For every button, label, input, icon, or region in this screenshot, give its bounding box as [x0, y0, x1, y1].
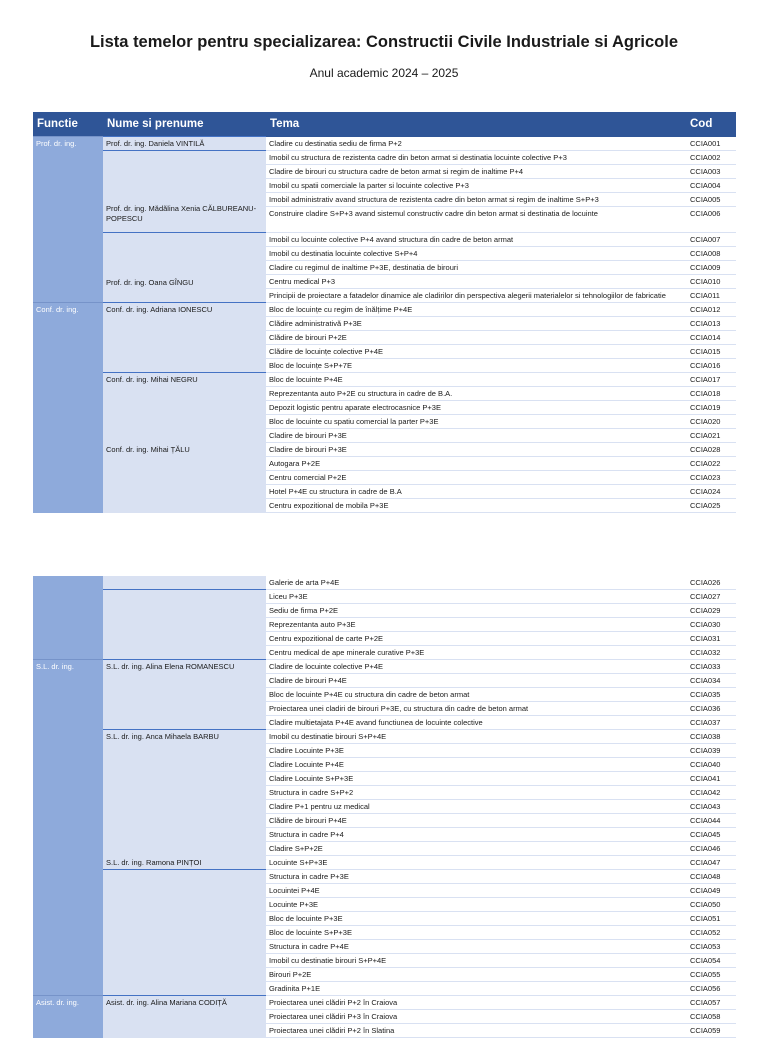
- tema-cell: Birouri P+2E: [266, 968, 686, 982]
- cod-cell: CCIA006: [686, 207, 736, 233]
- professor-name: S.L. dr. ing. Alina Elena ROMANESCU: [103, 660, 266, 730]
- table-row: [33, 576, 736, 590]
- tema-cell: Structura in cadre P+4: [266, 828, 686, 842]
- tema-cell: Depozit logistic pentru aparate electrocasnice P+3E: [266, 401, 686, 415]
- topics-table-part-2: [33, 576, 736, 1038]
- tema-cell: Principii de proiectare a fatadelor dinamice ale cladirilor din perspectiva alegerii materialelor si tehnologiilor de fabricatie: [266, 289, 686, 303]
- cod-cell: CCIA051: [686, 912, 736, 926]
- title-specialization: Constructii Civile Industriale si Agricole: [365, 33, 679, 51]
- tema-cell: Structura in cadre S+P+2: [266, 786, 686, 800]
- tema-cell: Reprezentanta auto P+3E: [266, 618, 686, 632]
- table-row: [33, 233, 736, 247]
- tema-cell: Imobil cu destinatia locuinte colective S+P+4: [266, 247, 686, 261]
- cod-cell: CCIA027: [686, 590, 736, 604]
- functie-cell: Prof. dr. ing.: [33, 137, 103, 303]
- cod-cell: CCIA052: [686, 926, 736, 940]
- cod-cell: CCIA014: [686, 331, 736, 345]
- cod-cell: CCIA011: [686, 289, 736, 303]
- tema-cell: Gradinita P+1E: [266, 982, 686, 996]
- tema-cell: Imobil cu spatii comerciale la parter si locuinte colective P+3: [266, 179, 686, 193]
- cod-cell: CCIA023: [686, 471, 736, 485]
- academic-year: Anul academic 2024 – 2025: [309, 66, 459, 80]
- professor-name: Prof. dr. ing. Mădălina Xenia CĂLBUREANU-POPESCU: [103, 151, 266, 233]
- cod-cell: CCIA019: [686, 401, 736, 415]
- tema-cell: Proiectarea unei cladiri de birouri P+3E, cu structura din cadre de beton armat: [266, 702, 686, 716]
- cod-cell: CCIA029: [686, 604, 736, 618]
- cod-cell: CCIA041: [686, 772, 736, 786]
- cod-cell: CCIA048: [686, 870, 736, 884]
- cod-cell: CCIA022: [686, 457, 736, 471]
- functie-cell: Conf. dr. ing.: [33, 303, 103, 513]
- cod-cell: CCIA018: [686, 387, 736, 401]
- professor-name-continued: [103, 576, 266, 590]
- column-header-nume: Nume si prenume: [103, 112, 266, 137]
- cod-cell: CCIA004: [686, 179, 736, 193]
- table-row: [33, 137, 736, 151]
- professor-name-continued: [103, 870, 266, 996]
- tema-cell: Liceu P+3E: [266, 590, 686, 604]
- cod-cell: CCIA044: [686, 814, 736, 828]
- professor-name: S.L. dr. ing. Anca Mihaela BARBU: [103, 730, 266, 856]
- tema-cell: Clădire de birouri P+2E: [266, 331, 686, 345]
- tema-cell: Bloc de locuinte cu spatiu comercial la parter P+3E: [266, 415, 686, 429]
- cod-cell: CCIA024: [686, 485, 736, 499]
- tema-cell: Clădire administrativă P+3E: [266, 317, 686, 331]
- tema-cell: Proiectarea unei clădiri P+2 în Slatina: [266, 1024, 686, 1038]
- tema-cell: Cladire de locuinte colective P+4E: [266, 660, 686, 674]
- tema-cell: Bloc de locuinte P+3E: [266, 912, 686, 926]
- cod-cell: CCIA047: [686, 856, 736, 870]
- professor-name: S.L. dr. ing. Ramona PINȚOI: [103, 856, 266, 870]
- cod-cell: CCIA017: [686, 373, 736, 387]
- professor-name: Prof. dr. ing. Oana GÎNGU: [103, 233, 266, 303]
- cod-cell: CCIA053: [686, 940, 736, 954]
- tema-cell: Structura in cadre P+4E: [266, 940, 686, 954]
- tema-cell: Sediu de firma P+2E: [266, 604, 686, 618]
- cod-cell: CCIA057: [686, 996, 736, 1010]
- tema-cell: Cladire S+P+2E: [266, 842, 686, 856]
- tema-cell: Locuintei P+4E: [266, 884, 686, 898]
- cod-cell: CCIA002: [686, 151, 736, 165]
- tema-cell: Bloc de locuinte S+P+3E: [266, 926, 686, 940]
- cod-cell: CCIA007: [686, 233, 736, 247]
- tema-cell: Cladire de birouri P+4E: [266, 674, 686, 688]
- tema-cell: Bloc de locuințe S+P+7E: [266, 359, 686, 373]
- tema-cell: Centru expozitional de carte P+2E: [266, 632, 686, 646]
- cod-cell: CCIA009: [686, 261, 736, 275]
- tema-cell: Cladire Locuinte S+P+3E: [266, 772, 686, 786]
- tema-cell: Bloc de locuinte P+4E cu structura din cadre de beton armat: [266, 688, 686, 702]
- tema-cell: Imobil cu locuinte colective P+4 avand structura din cadre de beton armat: [266, 233, 686, 247]
- professor-name-continued: [103, 590, 266, 660]
- professor-name: Asist. dr. ing. Alina Mariana CODIȚĂ: [103, 996, 266, 1038]
- table-row: [33, 730, 736, 744]
- cod-cell: CCIA056: [686, 982, 736, 996]
- cod-cell: CCIA040: [686, 758, 736, 772]
- cod-cell: CCIA045: [686, 828, 736, 842]
- cod-cell: CCIA058: [686, 1010, 736, 1024]
- tema-cell: Imobil cu destinatie birouri S+P+4E: [266, 730, 686, 744]
- tema-cell: Proiectarea unei clădiri P+3 în Craiova: [266, 1010, 686, 1024]
- tema-cell: Galerie de arta P+4E: [266, 576, 686, 590]
- cod-cell: CCIA020: [686, 415, 736, 429]
- cod-cell: CCIA035: [686, 688, 736, 702]
- cod-cell: CCIA030: [686, 618, 736, 632]
- cod-cell: CCIA026: [686, 576, 736, 590]
- topics-table-part-1: [33, 112, 736, 513]
- tema-cell: Clădire de locuințe colective P+4E: [266, 345, 686, 359]
- tema-cell: Locuinte P+3E: [266, 898, 686, 912]
- column-header-cod: Cod: [686, 112, 736, 137]
- cod-cell: CCIA031: [686, 632, 736, 646]
- cod-cell: CCIA016: [686, 359, 736, 373]
- cod-cell: CCIA010: [686, 275, 736, 289]
- cod-cell: CCIA054: [686, 954, 736, 968]
- table-row: [33, 443, 736, 457]
- tema-cell: Imobil cu destinatie birouri S+P+4E: [266, 954, 686, 968]
- tema-cell: Cladire de birouri cu structura cadre de beton armat si regim de inaltime P+4: [266, 165, 686, 179]
- tema-cell: Centru comercial P+2E: [266, 471, 686, 485]
- title-prefix: Lista temelor pentru specializarea:: [89, 33, 366, 51]
- table-row: [33, 590, 736, 604]
- tema-cell: Autogara P+2E: [266, 457, 686, 471]
- tema-cell: Imobil cu structura de rezistenta cadre din beton armat si destinatia locuinte colective P+3: [266, 151, 686, 165]
- cod-cell: CCIA033: [686, 660, 736, 674]
- tema-cell: Hotel P+4E cu structura in cadre de B.A: [266, 485, 686, 499]
- tema-cell: Proiectarea unei clădiri P+2 în Craiova: [266, 996, 686, 1010]
- tema-cell: Cladire cu regimul de inaltime P+3E, destinatia de birouri: [266, 261, 686, 275]
- tema-cell: Centru medical P+3: [266, 275, 686, 289]
- tema-cell: Reprezentanta auto P+2E cu structura in cadre de B.A.: [266, 387, 686, 401]
- tema-cell: Bloc de locuinte P+4E: [266, 373, 686, 387]
- table-row: [33, 373, 736, 387]
- cod-cell: CCIA034: [686, 674, 736, 688]
- tema-cell: Bloc de locuințe cu regim de înălțime P+4E: [266, 303, 686, 317]
- table-row: [33, 996, 736, 1010]
- column-header-tema: Tema: [266, 112, 686, 137]
- table-header-row: [33, 112, 736, 137]
- cod-cell: CCIA049: [686, 884, 736, 898]
- professor-name: Conf. dr. ing. Adriana IONESCU: [103, 303, 266, 373]
- tema-cell: Structura in cadre P+3E: [266, 870, 686, 884]
- document-title: [0, 33, 768, 52]
- tema-cell: Centru medical de ape minerale curative P+3E: [266, 646, 686, 660]
- cod-cell: CCIA036: [686, 702, 736, 716]
- cod-cell: CCIA012: [686, 303, 736, 317]
- tema-cell: Imobil administrativ avand structura de rezistenta cadre din beton armat si regim de inaltime S+P+3: [266, 193, 686, 207]
- cod-cell: CCIA005: [686, 193, 736, 207]
- cod-cell: CCIA013: [686, 317, 736, 331]
- tema-cell: Clădire de birouri P+4E: [266, 814, 686, 828]
- tema-cell: Cladire P+1 pentru uz medical: [266, 800, 686, 814]
- table-row: [33, 870, 736, 884]
- tema-cell: Cladire de birouri P+3E: [266, 429, 686, 443]
- cod-cell: CCIA039: [686, 744, 736, 758]
- cod-cell: CCIA001: [686, 137, 736, 151]
- cod-cell: CCIA003: [686, 165, 736, 179]
- cod-cell: CCIA028: [686, 443, 736, 457]
- cod-cell: CCIA032: [686, 646, 736, 660]
- tema-cell: Centru expozitional de mobila P+3E: [266, 499, 686, 513]
- functie-cell: [33, 576, 103, 660]
- cod-cell: CCIA059: [686, 1024, 736, 1038]
- tema-cell: Cladire Locuinte P+3E: [266, 744, 686, 758]
- tema-cell: Cladire cu destinatia sediu de firma P+2: [266, 137, 686, 151]
- tema-cell: Locuinte S+P+3E: [266, 856, 686, 870]
- cod-cell: CCIA055: [686, 968, 736, 982]
- cod-cell: CCIA037: [686, 716, 736, 730]
- cod-cell: CCIA021: [686, 429, 736, 443]
- cod-cell: CCIA043: [686, 800, 736, 814]
- column-header-functie: Functie: [33, 112, 103, 137]
- tema-cell: Cladire multietajata P+4E avand functiunea de locuinte colective: [266, 716, 686, 730]
- tema-cell: Construire cladire S+P+3 avand sistemul constructiv cadre din beton armat si destinatia de locuinte: [266, 207, 686, 233]
- table-row: [33, 151, 736, 165]
- cod-cell: CCIA008: [686, 247, 736, 261]
- cod-cell: CCIA042: [686, 786, 736, 800]
- table-row: [33, 660, 736, 674]
- cod-cell: CCIA050: [686, 898, 736, 912]
- cod-cell: CCIA025: [686, 499, 736, 513]
- cod-cell: CCIA046: [686, 842, 736, 856]
- table-row: [33, 303, 736, 317]
- functie-cell: Asist. dr. ing.: [33, 996, 103, 1038]
- cod-cell: CCIA015: [686, 345, 736, 359]
- table-row: [33, 856, 736, 870]
- cod-cell: CCIA038: [686, 730, 736, 744]
- tema-cell: Cladire Locuinte P+4E: [266, 758, 686, 772]
- professor-name: Conf. dr. ing. Mihai NEGRU: [103, 373, 266, 443]
- professor-name: Prof. dr. ing. Daniela VINTILĂ: [103, 137, 266, 151]
- functie-cell: S.L. dr. ing.: [33, 660, 103, 996]
- tema-cell: Cladire de birouri P+3E: [266, 443, 686, 457]
- professor-name: Conf. dr. ing. Mihai ȚĂLU: [103, 443, 266, 513]
